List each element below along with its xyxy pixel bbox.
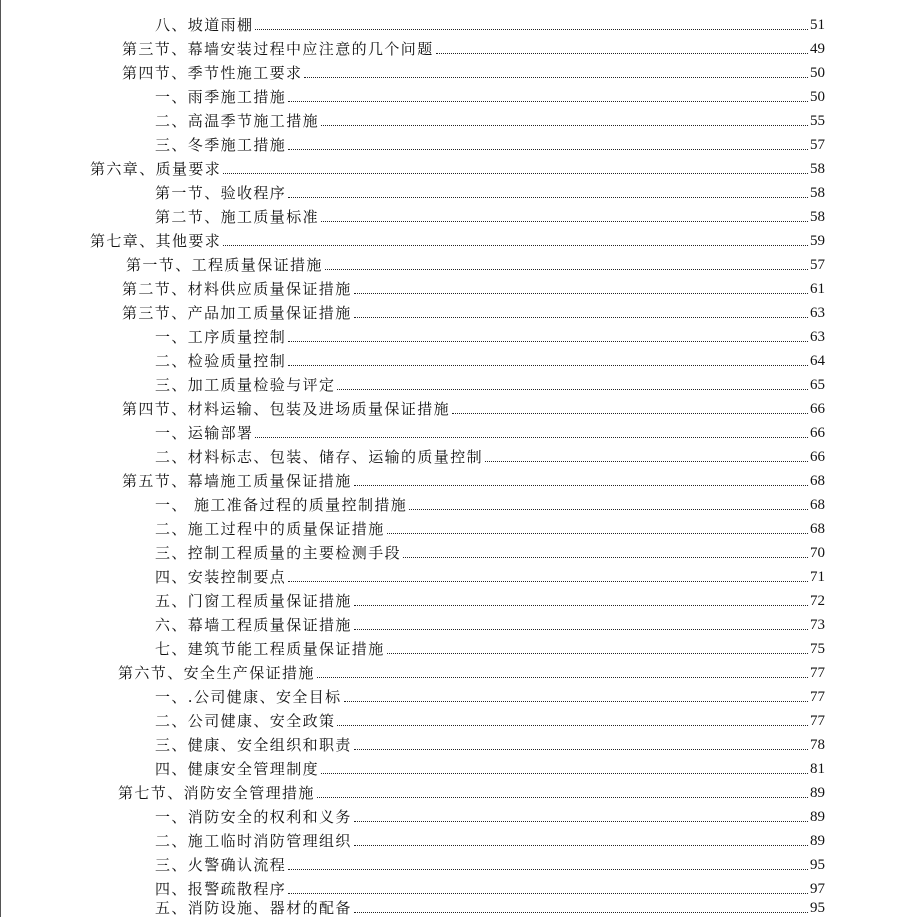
toc-entry-page: 97: [810, 881, 825, 897]
toc-entry[interactable]: [90, 228, 825, 250]
toc-entry-title: 二、高温季节施工措施: [155, 112, 320, 130]
toc-entry-page: 68: [810, 497, 825, 513]
toc-entry-page: 89: [810, 833, 825, 849]
toc-entry-page: 89: [810, 785, 825, 801]
toc-entry-title: 二、检验质量控制: [155, 352, 287, 370]
toc-entry[interactable]: [118, 780, 825, 802]
toc-entry-title: 一、工序质量控制: [155, 328, 287, 346]
dot-leader: [354, 629, 808, 630]
dot-leader: [387, 653, 808, 654]
toc-entry[interactable]: [155, 588, 825, 610]
toc-entry-title: 第四节、材料运输、包装及进场质量保证措施: [122, 400, 451, 418]
dot-leader: [288, 101, 808, 102]
dot-leader: [317, 797, 808, 798]
toc-entry-page: 61: [810, 281, 825, 297]
dot-leader: [354, 293, 808, 294]
toc-entry-page: 55: [810, 113, 825, 129]
dot-leader: [223, 173, 808, 174]
dot-leader: [317, 677, 808, 678]
dot-leader: [288, 197, 808, 198]
toc-entry-title: 第一节、工程质量保证措施: [126, 256, 323, 274]
dot-leader: [354, 845, 808, 846]
dot-leader: [354, 485, 808, 486]
dot-leader: [387, 533, 808, 534]
dot-leader: [288, 581, 808, 582]
toc-entry[interactable]: [122, 300, 825, 322]
toc-entry-title: 三、控制工程质量的主要检测手段: [155, 544, 402, 562]
toc-entry[interactable]: [155, 708, 825, 730]
toc-entry[interactable]: [126, 252, 825, 274]
dot-leader: [485, 461, 808, 462]
toc-entry-title: 一、运输部署: [155, 424, 254, 442]
toc-entry[interactable]: [122, 396, 825, 418]
toc-entry[interactable]: [155, 756, 825, 778]
toc-entry[interactable]: [122, 276, 825, 298]
dot-leader: [288, 869, 808, 870]
toc-entry-page: 77: [810, 713, 825, 729]
toc-entry-page: 66: [810, 449, 825, 465]
toc-entry-title: 第三节、产品加工质量保证措施: [122, 304, 352, 322]
toc-entry[interactable]: [155, 516, 825, 538]
toc-entry-title: 三、冬季施工措施: [155, 136, 287, 154]
toc-entry-title: 一、消防安全的权利和义务: [155, 808, 352, 826]
toc-entry[interactable]: [155, 108, 825, 130]
toc-entry[interactable]: [155, 564, 825, 586]
toc-entry[interactable]: [118, 660, 825, 682]
dot-leader: [409, 509, 808, 510]
toc-entry-title: 五、消防设施、器材的配备: [155, 900, 352, 917]
toc-entry-title: 第二节、材料供应质量保证措施: [122, 280, 352, 298]
toc-entry[interactable]: [155, 348, 825, 370]
toc-entry[interactable]: [122, 60, 825, 82]
toc-entry-title: 一、雨季施工措施: [155, 88, 287, 106]
toc-entry-title: 二、材料标志、包装、储存、运输的质量控制: [155, 448, 484, 466]
toc-entry-title: 一、.公司健康、安全目标: [155, 688, 342, 706]
toc-entry-page: 72: [810, 593, 825, 609]
toc-entry-page: 50: [810, 65, 825, 81]
toc-entry[interactable]: [155, 180, 825, 202]
toc-entry-page: 78: [810, 737, 825, 753]
dot-leader: [223, 245, 808, 246]
dot-leader: [436, 53, 808, 54]
toc-entry-page: 58: [810, 161, 825, 177]
toc-entry[interactable]: [155, 636, 825, 658]
toc-entry-page: 68: [810, 473, 825, 489]
toc-entry[interactable]: [155, 204, 825, 226]
toc-entry-title: 八、坡道雨棚: [155, 16, 254, 34]
toc-entry[interactable]: [155, 324, 825, 346]
dot-leader: [452, 413, 808, 414]
toc-entry[interactable]: [155, 132, 825, 154]
toc-entry[interactable]: [155, 612, 825, 634]
dot-leader: [337, 389, 808, 390]
dot-leader: [304, 77, 808, 78]
toc-entry-page: 95: [810, 857, 825, 873]
dot-leader: [325, 269, 808, 270]
dot-leader: [288, 893, 808, 894]
toc-entry-title: 四、报警疏散程序: [155, 880, 287, 898]
dot-leader: [344, 701, 808, 702]
toc-entry-page: 71: [810, 569, 825, 585]
toc-entry-title: 二、施工临时消防管理组织: [155, 832, 352, 850]
toc-entry-title: 七、建筑节能工程质量保证措施: [155, 640, 385, 658]
toc-entry-page: 65: [810, 377, 825, 393]
toc-entry-title: 第五节、幕墙施工质量保证措施: [122, 472, 352, 490]
toc-entry-page: 51: [810, 17, 825, 33]
toc-entry[interactable]: [155, 828, 825, 850]
toc-entry-page: 58: [810, 185, 825, 201]
toc-entry-page: 49: [810, 41, 825, 57]
toc-entry-page: 70: [810, 545, 825, 561]
toc-entry-title: 三、火警确认流程: [155, 856, 287, 874]
toc-entry[interactable]: [155, 732, 825, 754]
dot-leader: [403, 557, 808, 558]
toc-entry-page: 64: [810, 353, 825, 369]
toc-entry-title: 第四节、季节性施工要求: [122, 64, 303, 82]
dot-leader: [321, 773, 808, 774]
toc-entry-title: 第七章、其他要求: [90, 232, 222, 250]
toc-entry-page: 63: [810, 329, 825, 345]
toc-entry-page: 50: [810, 89, 825, 105]
toc-entry[interactable]: [155, 804, 825, 826]
toc-entry[interactable]: [122, 468, 825, 490]
toc-entry-page: 66: [810, 401, 825, 417]
toc-entry-title: 第六章、质量要求: [90, 160, 222, 178]
toc-entry-page: 77: [810, 665, 825, 681]
toc-entry-page: 57: [810, 257, 825, 273]
toc-entry[interactable]: [155, 372, 825, 394]
toc-entry[interactable]: [155, 84, 825, 106]
toc-entry-title: 二、施工过程中的质量保证措施: [155, 520, 385, 538]
toc-entry-page: 59: [810, 233, 825, 249]
toc-entry-title: 二、公司健康、安全政策: [155, 712, 336, 730]
toc-entry-title: 第三节、幕墙安装过程中应注意的几个问题: [122, 40, 434, 58]
dot-leader: [354, 912, 808, 913]
toc-entry-page: 73: [810, 617, 825, 633]
toc-entry[interactable]: [155, 852, 825, 874]
toc-entry[interactable]: [155, 444, 825, 466]
toc-entry[interactable]: [155, 876, 825, 898]
dot-leader: [354, 821, 808, 822]
dot-leader: [354, 317, 808, 318]
dot-leader: [288, 341, 808, 342]
toc-entry-page: 95: [810, 900, 825, 916]
toc-entry-title: 三、加工质量检验与评定: [155, 376, 336, 394]
toc-entry-page: 58: [810, 209, 825, 225]
dot-leader: [337, 725, 808, 726]
toc-entry-title: 五、门窗工程质量保证措施: [155, 592, 352, 610]
dot-leader: [255, 437, 808, 438]
toc-entry-page: 66: [810, 425, 825, 441]
dot-leader: [288, 149, 808, 150]
page-left-edge: [0, 0, 1, 917]
dot-leader: [288, 365, 808, 366]
dot-leader: [354, 749, 808, 750]
toc-entry-page: 57: [810, 137, 825, 153]
toc-entry-title: 六、幕墙工程质量保证措施: [155, 616, 352, 634]
toc-entry[interactable]: [90, 156, 825, 178]
dot-leader: [321, 221, 808, 222]
dot-leader: [354, 605, 808, 606]
toc-entry-title: 一、 施工准备过程的质量控制措施: [155, 496, 408, 514]
toc-entry-page: 81: [810, 761, 825, 777]
toc-entry[interactable]: [155, 900, 825, 917]
toc-entry-title: 四、安装控制要点: [155, 568, 287, 586]
toc-entry-title: 三、健康、安全组织和职责: [155, 736, 352, 754]
toc-entry[interactable]: [155, 492, 825, 514]
toc-entry-page: 75: [810, 641, 825, 657]
dot-leader: [255, 29, 808, 30]
toc-entry-title: 第一节、验收程序: [155, 184, 287, 202]
toc-entry-page: 89: [810, 809, 825, 825]
toc-entry[interactable]: [122, 36, 825, 58]
toc-entry-title: 四、健康安全管理制度: [155, 760, 320, 778]
toc-entry-title: 第二节、施工质量标准: [155, 208, 320, 226]
toc-entry-title: 第六节、安全生产保证措施: [118, 664, 315, 682]
toc-entry[interactable]: [155, 684, 825, 706]
toc-entry-page: 68: [810, 521, 825, 537]
toc-entry[interactable]: [155, 12, 825, 34]
toc-entry-page: 77: [810, 689, 825, 705]
toc-entry[interactable]: [155, 540, 825, 562]
toc-entry-title: 第七节、消防安全管理措施: [118, 784, 315, 802]
toc-entry[interactable]: [155, 420, 825, 442]
dot-leader: [321, 125, 808, 126]
toc-entry-page: 63: [810, 305, 825, 321]
